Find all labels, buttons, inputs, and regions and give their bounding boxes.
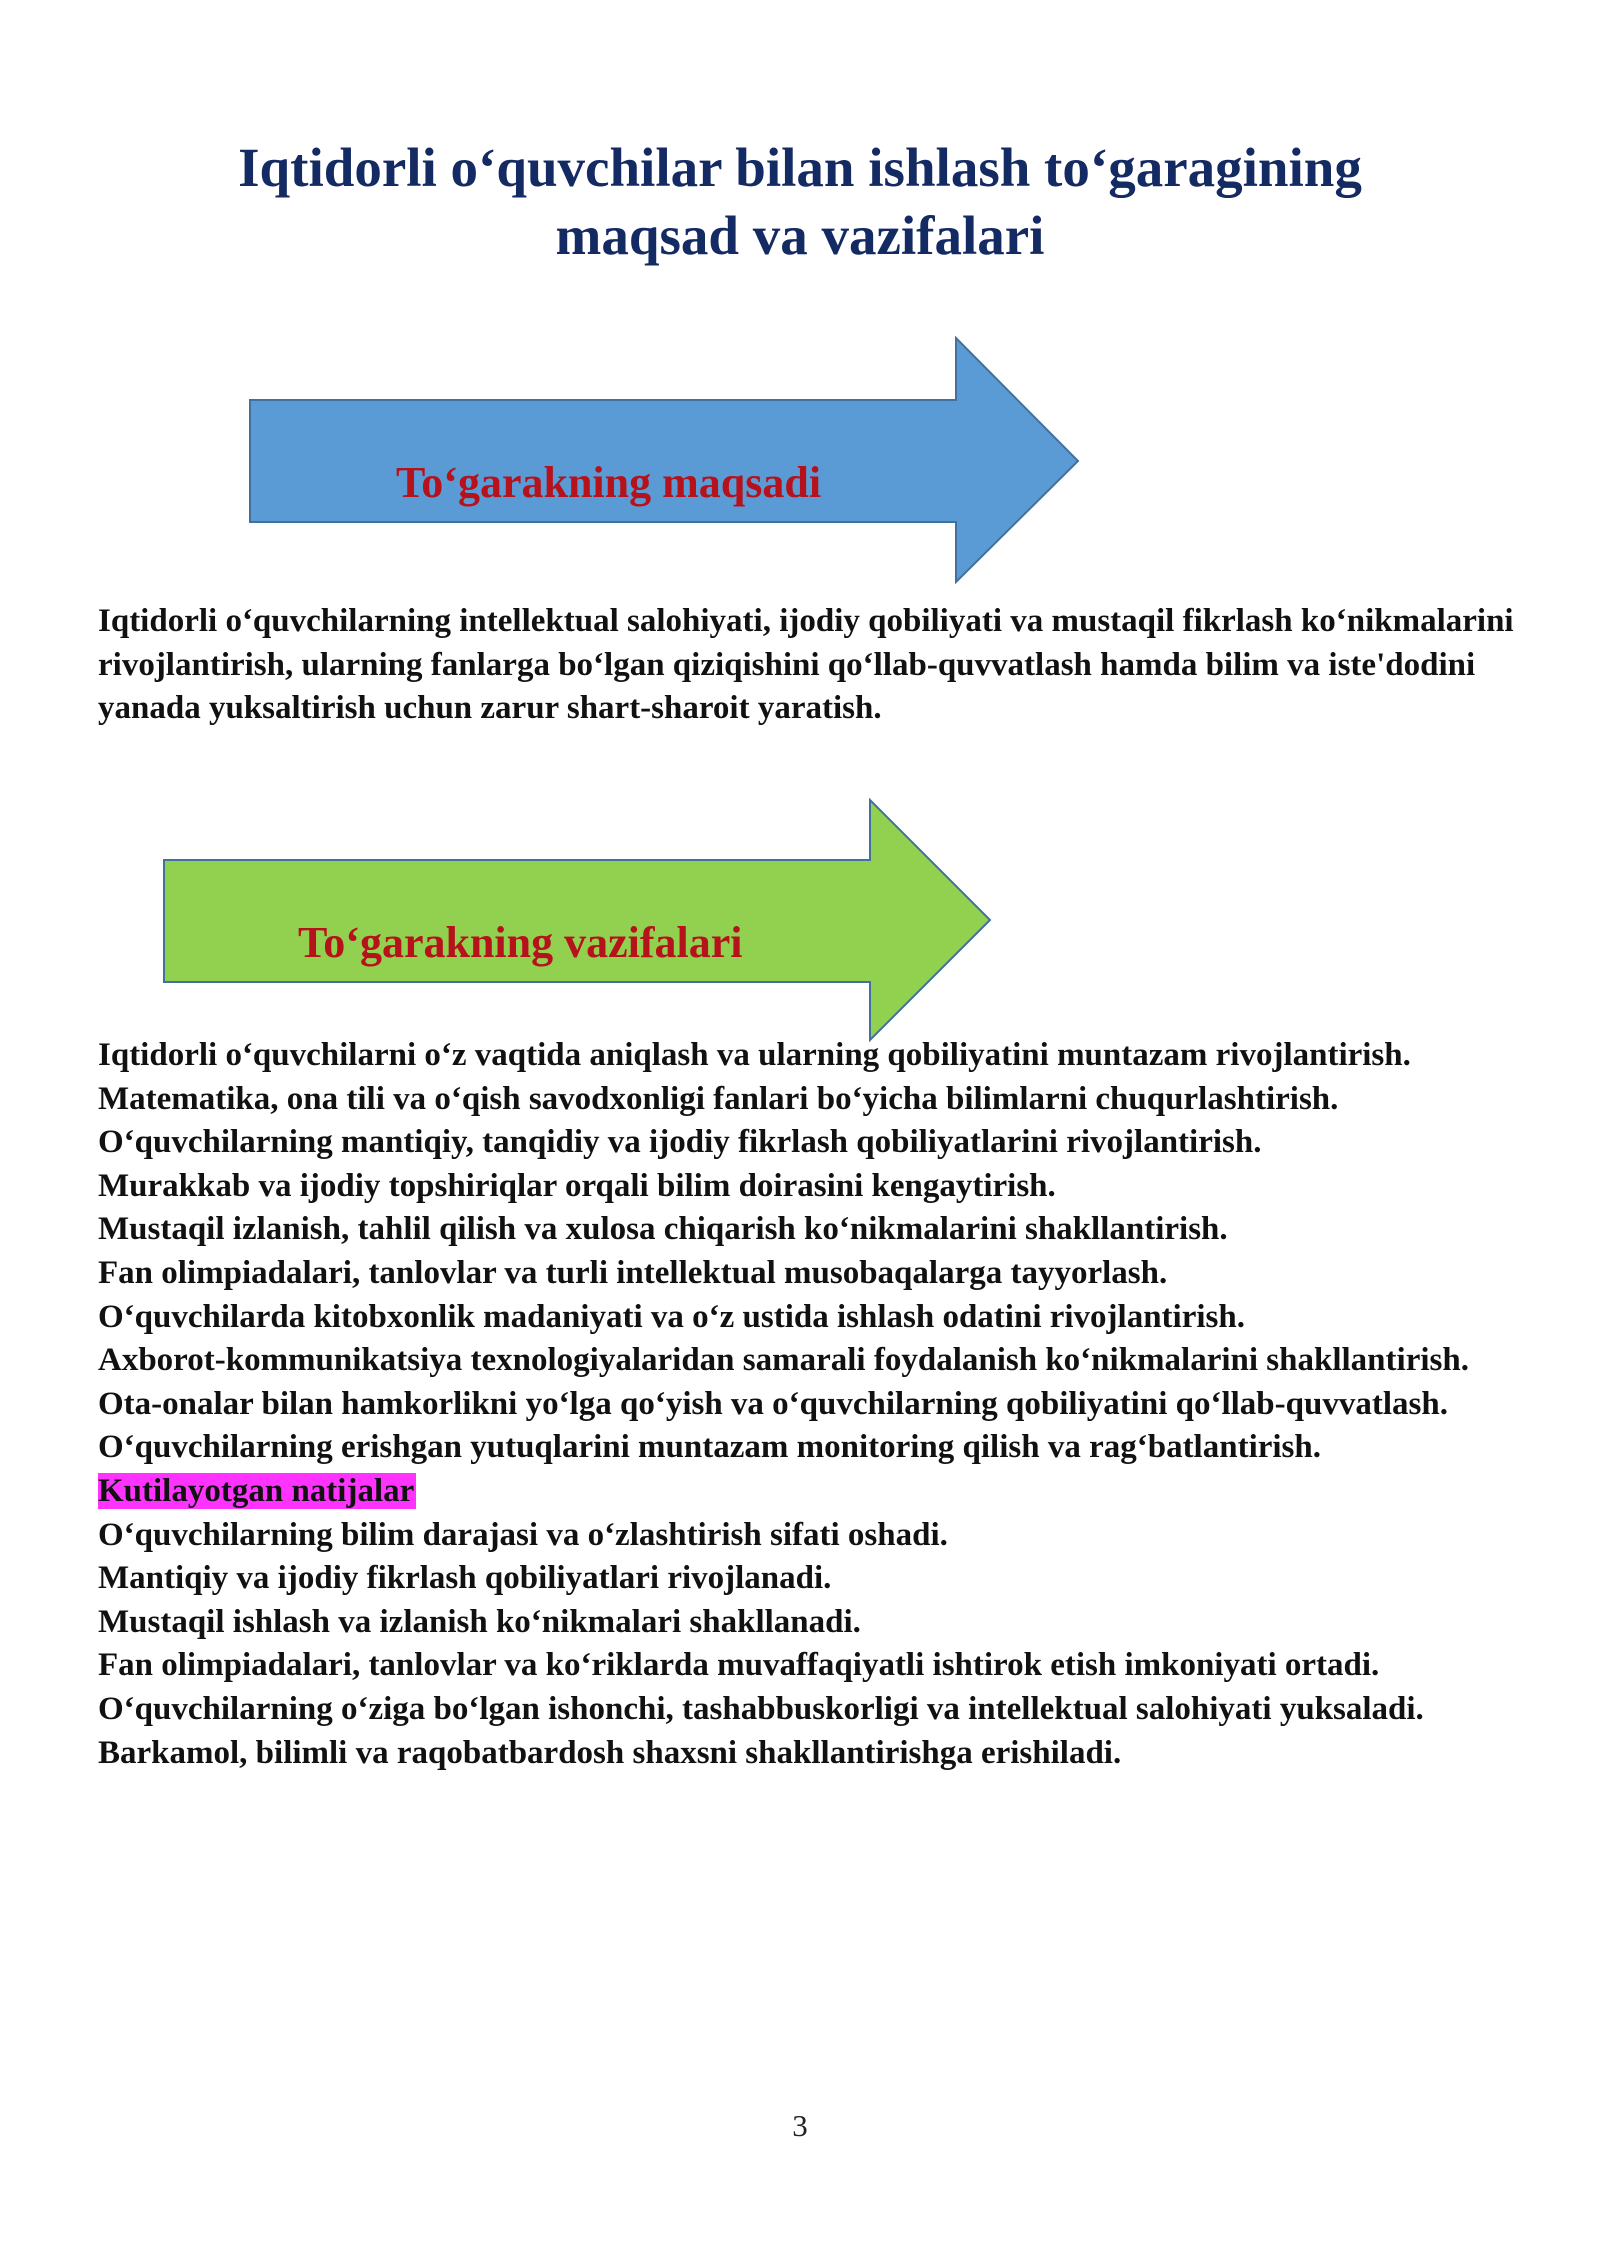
task-item: Ota-onalar bilan hamkorlikni yoʻlga qoʻyish va oʻquvchilarning qobiliyatini qoʻllab-quvvatlash. xyxy=(98,1385,1448,1422)
result-item: Oʻquvchilarning oʻziga boʻlgan ishonchi, tashabbuskorligi va intellektual salohiyati yuksaladi. xyxy=(98,1690,1424,1727)
goal-paragraph: Iqtidorli oʻquvchilarning intellektual salohiyati, ijodiy qobiliyati va mustaqil fikrlash koʻnikmalarini rivojlantirish, ularning fanlarga boʻlgan qiziqishini qoʻllab-quvvatlash hamda bilim va iste'dodini yanada yuksaltirish uchun zarur shart-sharoit yaratish. xyxy=(98,603,1514,727)
task-item: Murakkab va ijodiy topshiriqlar orqali bilim doirasini kengaytirish. xyxy=(98,1167,1056,1204)
result-item: Fan olimpiadalari, tanlovlar va koʻriklarda muvaffaqiyatli ishtirok etish imkoniyati ortadi. xyxy=(98,1647,1380,1684)
tasks-and-results-text xyxy=(98,1034,1518,1775)
page-number: 3 xyxy=(792,2108,808,2143)
task-item: Axborot-kommunikatsiya texnologiyalaridan samarali foydalanish koʻnikmalarini shakllantirish. xyxy=(98,1342,1469,1379)
result-item: Barkamol, bilimli va raqobatbardosh shaxsni shakllantirishga erishiladi. xyxy=(98,1734,1122,1771)
result-item: Mantiqiy va ijodiy fikrlash qobiliyatlari rivojlanadi. xyxy=(98,1560,832,1597)
task-item: Fan olimpiadalari, tanlovlar va turli intellektual musobaqalarga tayyorlash. xyxy=(98,1254,1168,1291)
goal-arrow xyxy=(248,336,1084,586)
results-heading: Kutilayotgan natijalar xyxy=(98,1472,415,1509)
title-line-1: Iqtidorli oʻquvchilar bilan ishlash toʻgaragining xyxy=(238,137,1362,198)
tasks-arrow xyxy=(162,798,996,1042)
results-heading-line xyxy=(98,1470,1518,1514)
task-item: Iqtidorli oʻquvchilarni oʻz vaqtida aniqlash va ularning qobiliyatini muntazam rivojlantirish. xyxy=(98,1037,1411,1073)
result-item: Mustaqil ishlash va izlanish koʻnikmalari shakllanadi. xyxy=(98,1603,861,1640)
task-item: Matematika, ona tili va oʻqish savodxonligi fanlari boʻyicha bilimlarni chuqurlashtirish. xyxy=(98,1080,1339,1117)
task-item: Oʻquvchilarning mantiqiy, tanqidiy va ijodiy fikrlash qobiliyatlarini rivojlantirish. xyxy=(98,1124,1262,1161)
page-title xyxy=(100,134,1500,270)
title-line-2: maqsad va vazifalari xyxy=(555,205,1045,266)
task-item: Oʻquvchilarning erishgan yutuqlarini muntazam monitoring qilish va ragʻbatlantirish. xyxy=(98,1429,1321,1466)
tasks-arrow-label: Toʻgarakning vazifalari xyxy=(298,918,743,967)
result-item: Oʻquvchilarning bilim darajasi va oʻzlashtirish sifati oshadi. xyxy=(98,1516,948,1553)
goal-arrow-label: Toʻgarakning maqsadi xyxy=(396,458,822,507)
task-item: Mustaqil izlanish, tahlil qilish va xulosa chiqarish koʻnikmalarini shakllantirish. xyxy=(98,1211,1228,1248)
task-item: Oʻquvchilarda kitobxonlik madaniyati va oʻz ustida ishlash odatini rivojlantirish. xyxy=(98,1298,1245,1335)
